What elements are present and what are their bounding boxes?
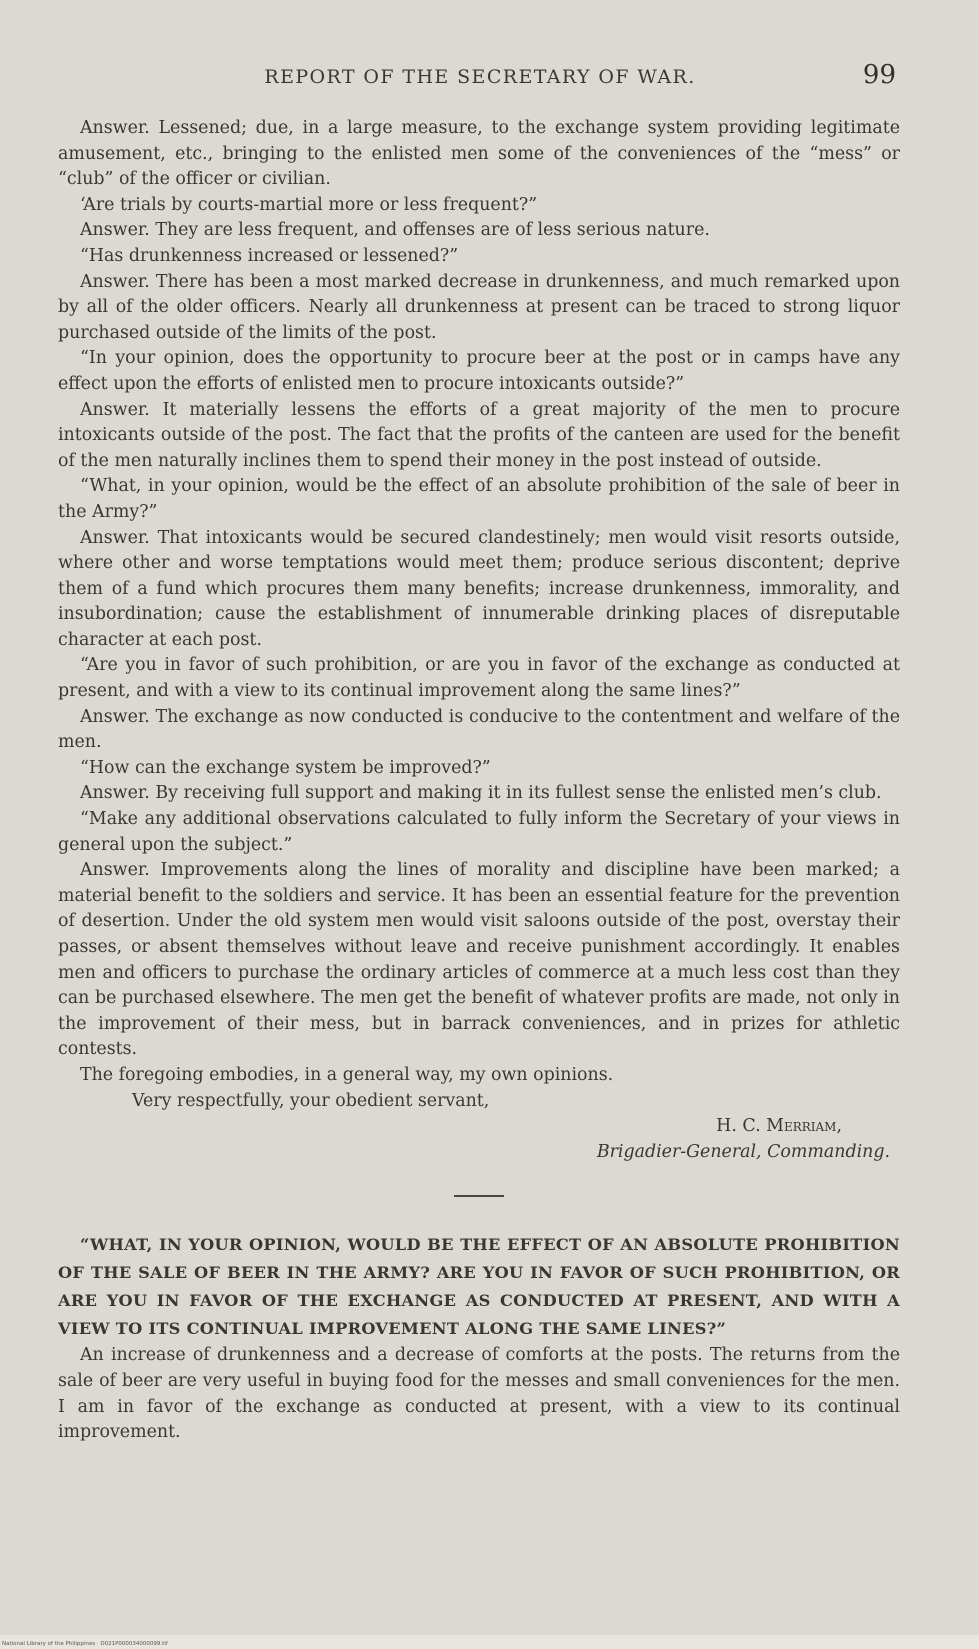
paragraph: Answer. By receiving full support and making it in its fullest sense the enlisted men’s club. xyxy=(80,783,882,804)
signature xyxy=(58,1114,900,1140)
section-question: “WHAT, IN YOUR OPINION, WOULD BE THE EFFECT OF AN ABSOLUTE PROHIBITION OF THE SALE OF BEER IN THE ARMY? ARE YOU IN FAVOR OF SUCH PROHIBITION, OR ARE YOU IN FAVOR OF THE EXCHANGE AS CONDUCTED AT PRESENT, AND WITH A VIEW TO ITS CONTINUAL IMPROVEMENT ALONG THE SAME LINES?” xyxy=(58,1235,900,1339)
body-text xyxy=(58,116,900,1446)
section-divider xyxy=(454,1195,504,1197)
signatory-title: Brigadier-General, Commanding. xyxy=(596,1141,890,1162)
paragraph: “How can the exchange system be improved?” xyxy=(80,757,491,778)
paragraph: Answer. Improvements along the lines of morality and discipline have been marked; a material benefit to the soldiers and service. It has been an essential feature for the prevention of desertion. Under the old system men would visit saloons outside of the post, overstay their passes, or absent themselves without leave and receive punishment accordingly. It enables men and officers to purchase the ordinary articles of commerce at a much less cost than they can be purchased elsewhere. The men get the benefit of whatever profits are made, not only in the improvement of their mess, but in barrack conveniences, and in prizes for athletic contests. xyxy=(58,860,900,1060)
paragraph: “In your opinion, does the opportunity to procure beer at the post or in camps have any effect upon the efforts of enlisted men to procure intoxicants outside?” xyxy=(58,348,900,394)
section-answer: An increase of drunkenness and a decrease of comforts at the posts. The returns from the sale of beer are very useful in buying food for the messes and small conveniences for the men. I am in favor of the exchange as conducted at present, with a view to its continual improvement. xyxy=(58,1345,900,1443)
page-number: 99 xyxy=(862,60,896,90)
scan-footer xyxy=(0,1635,979,1649)
paragraph: Answer. They are less frequent, and offenses are of less serious nature. xyxy=(80,220,710,241)
paragraph: ‘Are trials by courts-martial more or less frequent?” xyxy=(80,194,538,215)
signature-name: H. C. Merriam, xyxy=(716,1116,842,1137)
paragraph: “Has drunkenness increased or lessened?” xyxy=(80,245,459,266)
running-head: REPORT OF THE SECRETARY OF WAR. xyxy=(264,66,696,88)
paragraph: Answer. That intoxicants would be secured clandestinely; men would visit resorts outside, where other and worse temptations would meet them; produce serious discontent; deprive them of a fund which procures them many benefits; increase drunkenness, immorality, and insubordination; cause the establishment of innumerable drinking places of disreputable character at each post. xyxy=(58,527,900,650)
paragraph: Answer. There has been a most marked decrease in drunkenness, and much remarked upon by all of the older officers. Nearly all drunkenness at present can be traced to strong liquor purchased outside of the limits of the post. xyxy=(58,271,900,343)
scan-credit: National Library of the Philippines · D021P000034000099.tif xyxy=(2,1641,168,1647)
paragraph: Answer. Lessened; due, in a large measure, to the exchange system providing legitimate amusement, etc., bringing to the enlisted men some of the conveniences of the “mess” or “club” of the officer or civilian. xyxy=(58,118,900,190)
paragraph: “What, in your opinion, would be the effect of an absolute prohibition of the sale of beer in the Army?” xyxy=(58,476,900,522)
paragraph: “Are you in favor of such prohibition, or are you in favor of the exchange as conducted at present, and with a view to its continual improvement along the same lines?” xyxy=(58,655,900,702)
closing-salutation: Very respectfully, your obedient servant, xyxy=(132,1090,490,1111)
paragraph: Answer. The exchange as now conducted is conducive to the contentment and welfare of the men. xyxy=(58,706,900,753)
paragraph: “Make any additional observations calculated to fully inform the Secretary of your views in general upon the subject.” xyxy=(58,809,900,855)
page-header xyxy=(60,58,900,98)
paragraph: Answer. It materially lessens the efforts of a great majority of the men to procure intoxicants outside of the post. The fact that the profits of the canteen are used for the benefit of the men naturally inclines them to spend their money in the post instead of outside. xyxy=(58,399,900,471)
closing-statement: The foregoing embodies, in a general way, my own opinions. xyxy=(80,1064,614,1085)
